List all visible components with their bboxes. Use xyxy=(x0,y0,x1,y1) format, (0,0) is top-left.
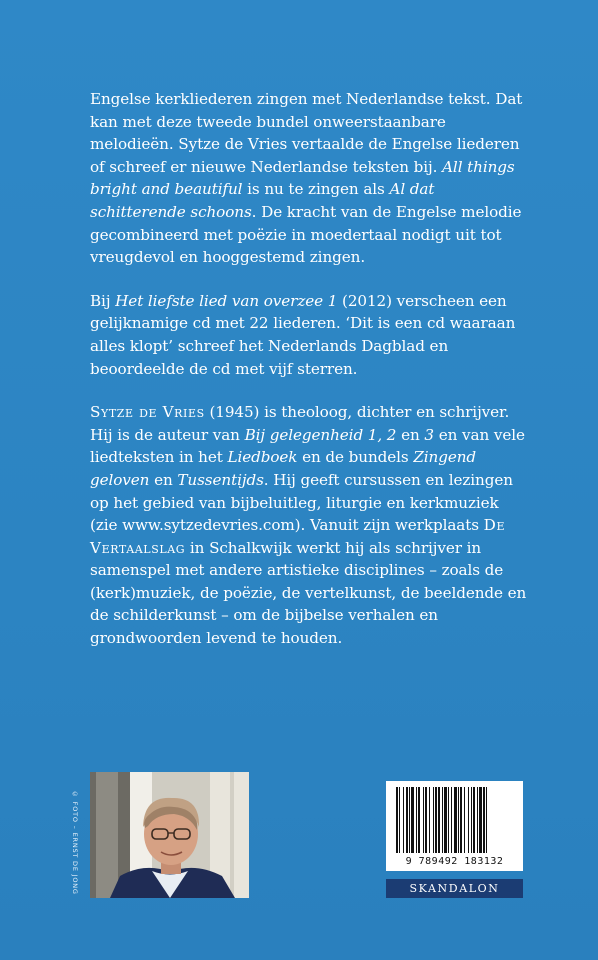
publisher-logo: SKANDALON xyxy=(386,879,523,898)
isbn-barcode xyxy=(386,781,523,871)
book-title: Het liefste lied van overzee 1 xyxy=(115,291,338,310)
song-title-dutch: Al dat schitterende schoons xyxy=(90,180,435,221)
isbn-number: 9 789492 183132 xyxy=(405,856,504,867)
paragraph-author-bio: Sytze de Vries (1945) is theoloog, dichter en schrijver. Hij is de auteur van Bij gelegenheid 1, 2 en 3 en van vele liedteksten in het Liedboek en de bundels Zingend geloven en Tussentijds. Hij geeft cursussen en lezingen op het gebied van bijbeluitleg, liturgie en kerkmuziek (zie www.sytzedevries.com). Vanuit zijn werkplaats De Vertaalslag in Schalkwijk werkt hij als schrijver in samenspel met andere artistieke disciplines – zoals de (kerk)muziek, de poëzie, de vertelkunst, de beeldende en de schilderkunst – om de bijbelse verhalen en grondwoorden levend te houden. xyxy=(90,403,527,648)
blurb-text xyxy=(90,88,530,671)
song-title-english: All things bright and beautiful xyxy=(90,157,515,199)
workshop-name: De Vertaalslag xyxy=(90,516,506,557)
author-portrait-image xyxy=(90,772,249,898)
paragraph-cd: Bij Het liefste lied van overzee 1 (2012) verscheen een gelijknamige cd met 22 liederen. ‘Dit is een cd waaraan alles klopt’ schreef het Nederlands Dagblad en beoordeelde de cd met vijf sterren. xyxy=(90,291,516,378)
author-photo xyxy=(90,772,249,898)
author-name: Sytze de Vries xyxy=(90,403,205,422)
photo-credit: © FOTO – ERNST DE JONG xyxy=(71,790,79,895)
paragraph-intro: Engelse kerkliederen zingen met Nederlandse tekst. Dat kan met deze tweede bundel onweerstaanbare melodieën. Sytze de Vries vertaalde de Engelse liederen of schreef er nieuwe Nederlandse teksten bij. All things bright and beautiful is nu te zingen als Al dat schitterende schoons. De kracht van de Engelse melodie gecombineerd met poëzie in moedertaal nodigt uit tot vreugdevol en hooggestemd zingen. xyxy=(90,90,523,267)
